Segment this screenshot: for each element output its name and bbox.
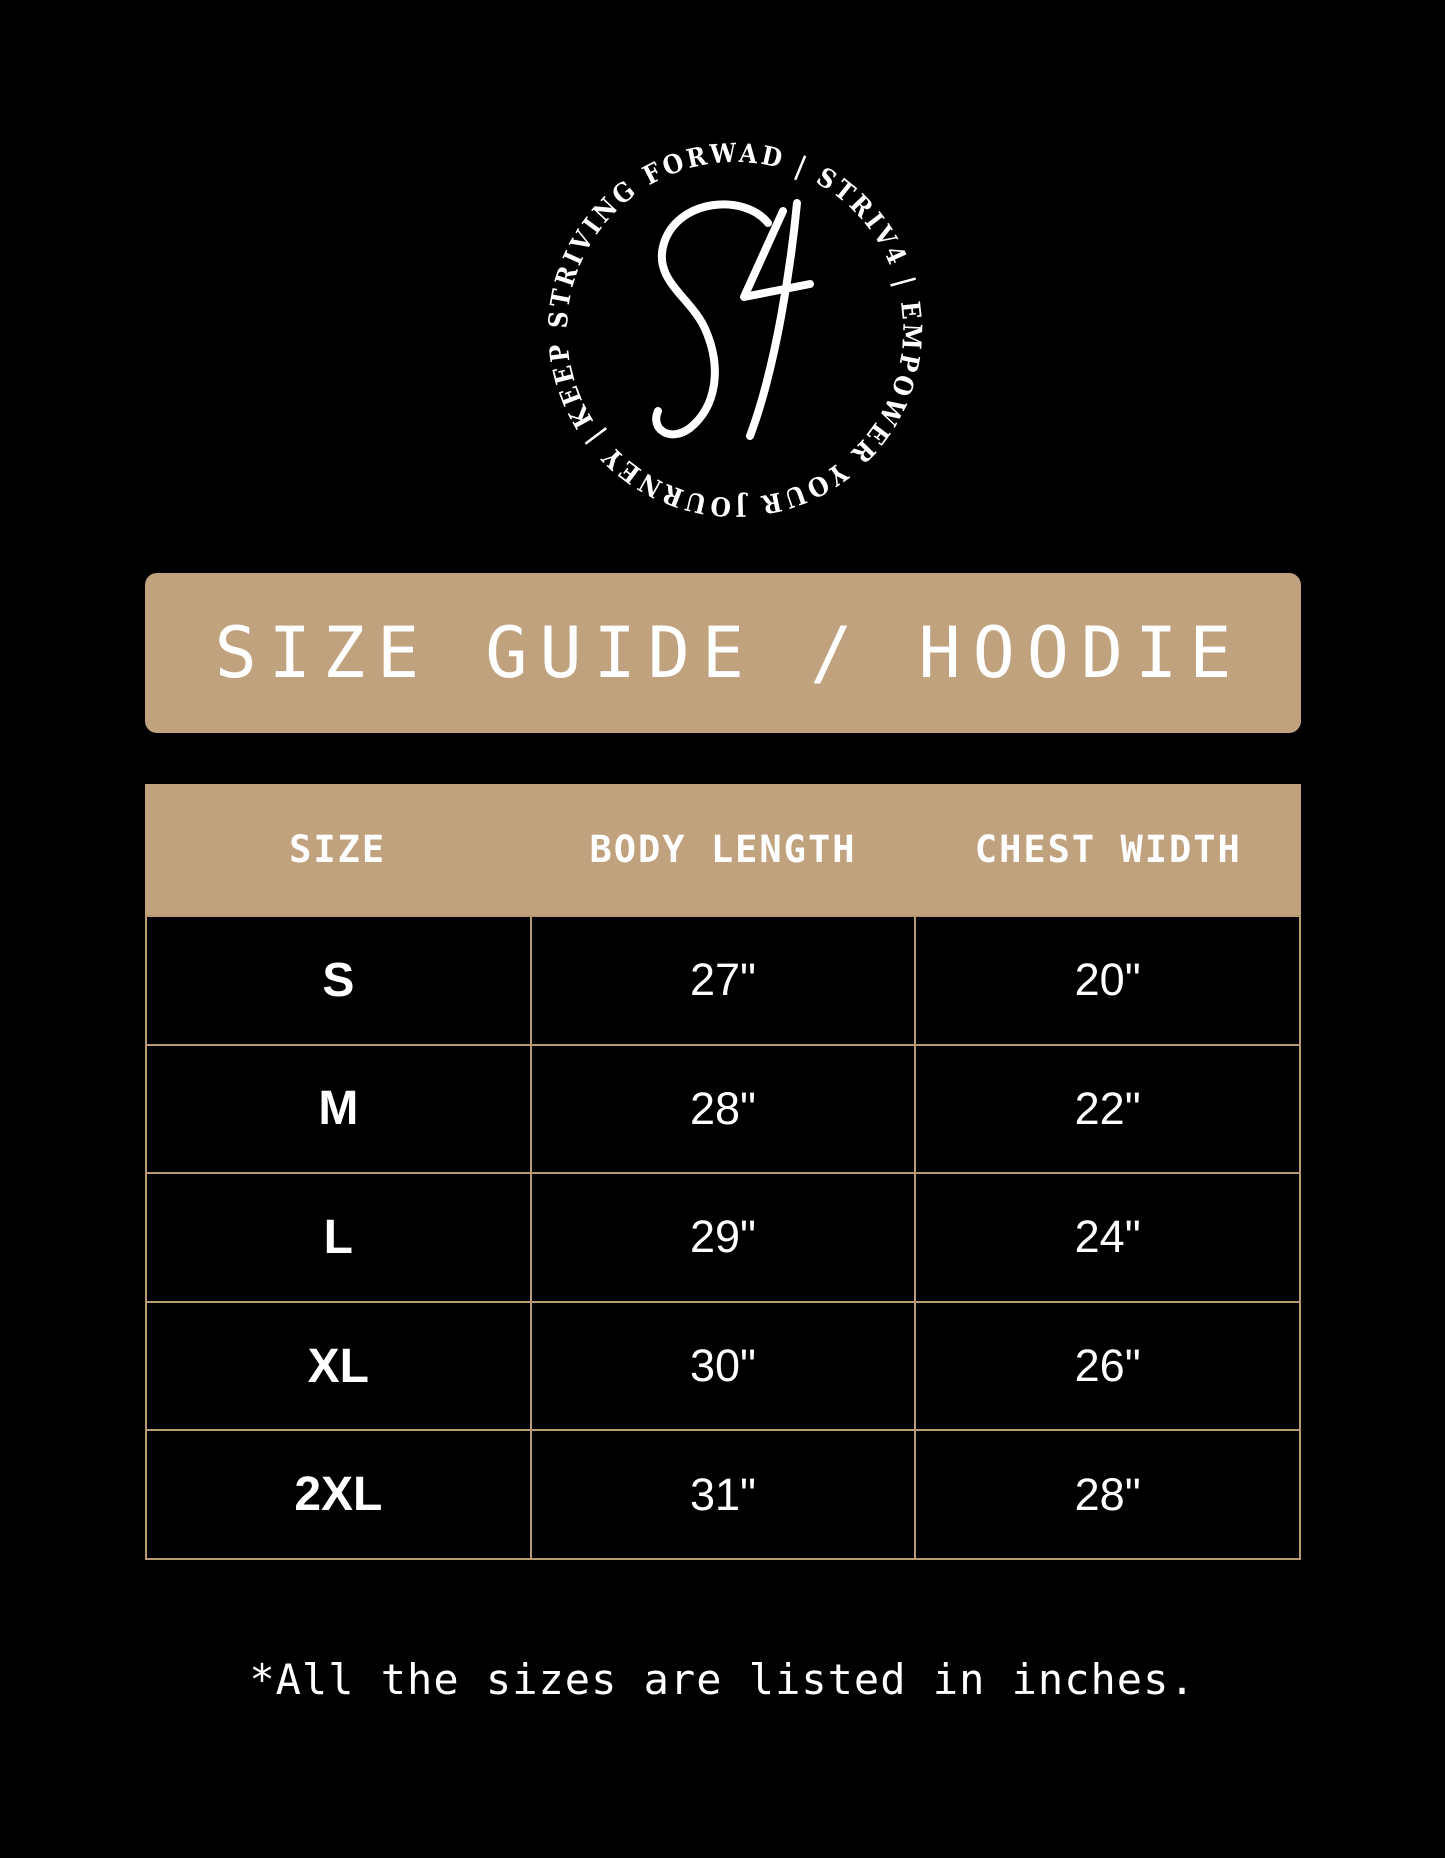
page-title: SIZE GUIDE / HOODIE — [214, 612, 1244, 694]
chest-width-value: 26" — [916, 1303, 1299, 1430]
chest-width-value: 20" — [916, 917, 1299, 1044]
body-length-value: 30" — [532, 1303, 915, 1430]
column-header-size: SIZE — [289, 828, 387, 871]
column-header-body-length: BODY LENGTH — [589, 828, 857, 871]
column-header-chest-width: CHEST WIDTH — [974, 828, 1242, 871]
size-table — [145, 915, 1301, 1560]
sizes-footnote: *All the sizes are listed in inches. — [249, 1655, 1196, 1704]
body-length-value: 29" — [532, 1174, 915, 1301]
body-length-value: 27" — [532, 917, 915, 1044]
s4-monogram-icon — [656, 203, 810, 436]
svg-text:KEEP STRIVING FORWAD | STRIV4 — [540, 135, 930, 525]
chest-width-value: 28" — [916, 1431, 1299, 1558]
body-length-value: 28" — [532, 1046, 915, 1173]
size-table-header — [145, 784, 1301, 915]
brand-logo — [540, 135, 930, 525]
title-banner — [145, 573, 1301, 733]
chest-width-value: 24" — [916, 1174, 1299, 1301]
size-value: M — [147, 1046, 530, 1173]
size-value: S — [147, 917, 530, 1044]
body-length-value: 31" — [532, 1431, 915, 1558]
chest-width-value: 22" — [916, 1046, 1299, 1173]
circular-text-ring — [540, 135, 930, 525]
brand-logo-svg — [540, 135, 930, 525]
size-value: 2XL — [147, 1431, 530, 1558]
size-value: XL — [147, 1303, 530, 1430]
size-value: L — [147, 1174, 530, 1301]
logo-circular-text: KEEP STRIVING FORWAD | STRIV4 | EMPOWER YOUR JOURNEY | — [543, 138, 927, 522]
